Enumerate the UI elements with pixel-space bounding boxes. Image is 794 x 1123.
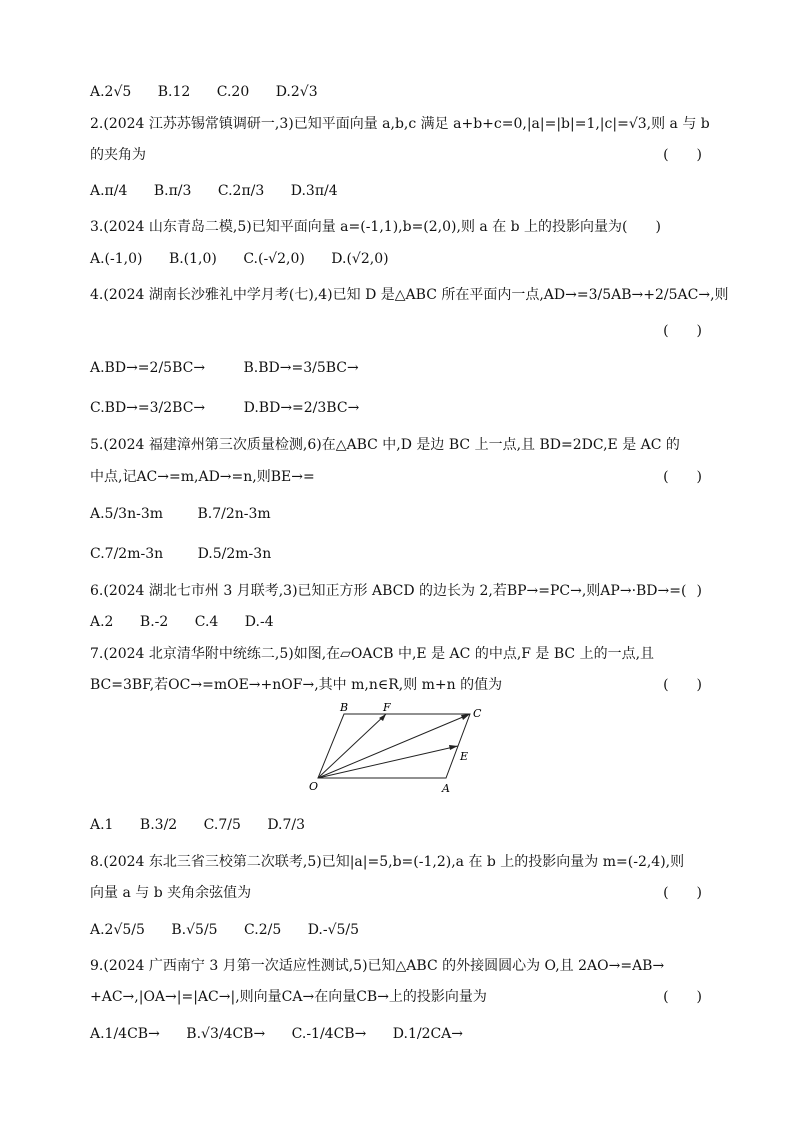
- answer-blank: ): [696, 583, 702, 599]
- vector-oc: [318, 714, 470, 778]
- q8-options: [90, 920, 381, 940]
- q9-line-2: +AC→,|OA→|=|AC→|,则向量CA→在向量CB→上的投影向量为: [90, 989, 487, 1005]
- option-a: A.1: [90, 817, 114, 833]
- label-f: F: [383, 702, 391, 714]
- option-c: C.(-√2,0): [243, 251, 305, 267]
- option-d: D.-√5/5: [307, 922, 360, 938]
- option-a: A.2: [90, 614, 114, 630]
- label-a: A: [442, 782, 450, 795]
- option-b: B.π/3: [153, 183, 192, 199]
- option-c: C.2π/3: [217, 183, 265, 199]
- q7-line-1: 7.(2024 北京清华附中统练二,5)如图,在▱OACB 中,E 是 AC 的中点,F 是 BC 上的一点,且: [90, 646, 655, 662]
- q6-line-1: 6.(2024 湖北七市州 3 月联考,3)已知正方形 ABCD 的边长为 2,若BP→=PC→,则AP→·BD→=(: [90, 583, 687, 599]
- option-a: A.BD→=2/5BC→: [90, 360, 206, 376]
- option-c: C.7/5: [203, 817, 241, 833]
- label-b: B: [340, 702, 349, 714]
- answer-blank: ( ): [663, 323, 702, 339]
- q4-options-1: [90, 358, 381, 378]
- option-d: D.BD→=2/3BC→: [243, 400, 360, 416]
- q5-options-1: [90, 504, 293, 524]
- option-a: A.(-1,0): [90, 251, 143, 267]
- option-d: D.1/2CA→: [392, 1026, 464, 1042]
- option-a: A.2√5: [90, 84, 132, 100]
- option-c: C.4: [194, 614, 219, 630]
- q2-line-2: 的夹角为: [90, 147, 146, 163]
- option-a: A.1/4CB→: [90, 1026, 160, 1042]
- q3-line-1: 3.(2024 山东青岛二模,5)已知平面向量 a=(-1,1),b=(2,0),则 a 在 b 上的投影向量为( ): [90, 219, 661, 235]
- q4-options-2: [90, 398, 381, 418]
- answer-blank: ( ): [663, 147, 702, 163]
- q2-options: [90, 181, 360, 201]
- answer-blank: ( ): [663, 885, 702, 901]
- option-b: B.12: [157, 84, 191, 100]
- option-d: D.7/3: [267, 817, 306, 833]
- parallelogram-figure: [308, 702, 498, 801]
- option-d: D.(√2,0): [331, 251, 389, 267]
- option-c: C.20: [216, 84, 250, 100]
- vector-oe: [318, 746, 458, 778]
- q7-line-2: BC=3BF,若OC→=mOE→+nOF→,其中 m,n∈R,则 m+n 的值为: [90, 677, 503, 693]
- option-c: C.-1/4CB→: [291, 1026, 367, 1042]
- options-row-q1: [90, 82, 340, 102]
- q7-options: [90, 815, 327, 835]
- option-b: B.BD→=3/5BC→: [243, 360, 359, 376]
- option-b: B.√5/5: [171, 922, 218, 938]
- q5-line-2: 中点,记AC→=m,AD→=n,则BE→=: [90, 469, 315, 485]
- q5-line-1: 5.(2024 福建漳州第三次质量检测,6)在△ABC 中,D 是边 BC 上一点,且 BD=2DC,E 是 AC 的: [90, 437, 680, 453]
- option-d: D.2√3: [275, 84, 318, 100]
- option-c: C.BD→=3/2BC→: [90, 400, 206, 416]
- label-o: O: [309, 780, 319, 793]
- option-b: B.(1,0): [168, 251, 217, 267]
- option-d: D.5/2m-3n: [197, 546, 272, 562]
- answer-blank: ( ): [663, 677, 702, 693]
- option-c: C.2/5: [244, 922, 282, 938]
- option-c: C.7/2m-3n: [90, 546, 164, 562]
- q9-options: [90, 1024, 485, 1044]
- answer-blank: ( ): [663, 989, 702, 1005]
- answer-blank: ( ): [663, 469, 702, 485]
- q8-line-1: 8.(2024 东北三省三校第二次联考,5)已知|a|=5,b=(-1,2),a 在 b 上的投影向量为 m=(-2,4),则: [90, 854, 685, 870]
- q9-line-1: 9.(2024 广西南宁 3 月第一次适应性测试,5)已知△ABC 的外接圆圆心为 O,且 2AO→=AB→: [90, 958, 665, 974]
- q8-line-2: 向量 a 与 b 夹角余弦值为: [90, 885, 252, 901]
- label-c: C: [473, 707, 482, 720]
- option-a: A.π/4: [90, 183, 128, 199]
- option-d: D.3π/4: [290, 183, 338, 199]
- option-a: A.5/3n-3m: [90, 506, 164, 522]
- q6-options: [90, 612, 296, 632]
- option-b: B.-2: [139, 614, 169, 630]
- q3-options: [90, 249, 411, 269]
- q2-line-1: 2.(2024 江苏苏锡常镇调研一,3)已知平面向量 a,b,c 满足 a+b+c=0,|a|=|b|=1,|c|=√3,则 a 与 b: [90, 116, 710, 132]
- option-b: B.3/2: [139, 817, 178, 833]
- option-a: A.2√5/5: [90, 922, 145, 938]
- q4-line-1: 4.(2024 湖南长沙雅礼中学月考(七),4)已知 D 是△ABC 所在平面内一点,AD→=3/5AB→+2/5AC→,则: [90, 287, 729, 303]
- option-d: D.-4: [244, 614, 274, 630]
- q5-options-2: [90, 544, 293, 564]
- option-b: B.√3/4CB→: [186, 1026, 266, 1042]
- label-e: E: [460, 750, 469, 763]
- option-b: B.7/2n-3m: [197, 506, 271, 522]
- vector-of: [318, 714, 386, 778]
